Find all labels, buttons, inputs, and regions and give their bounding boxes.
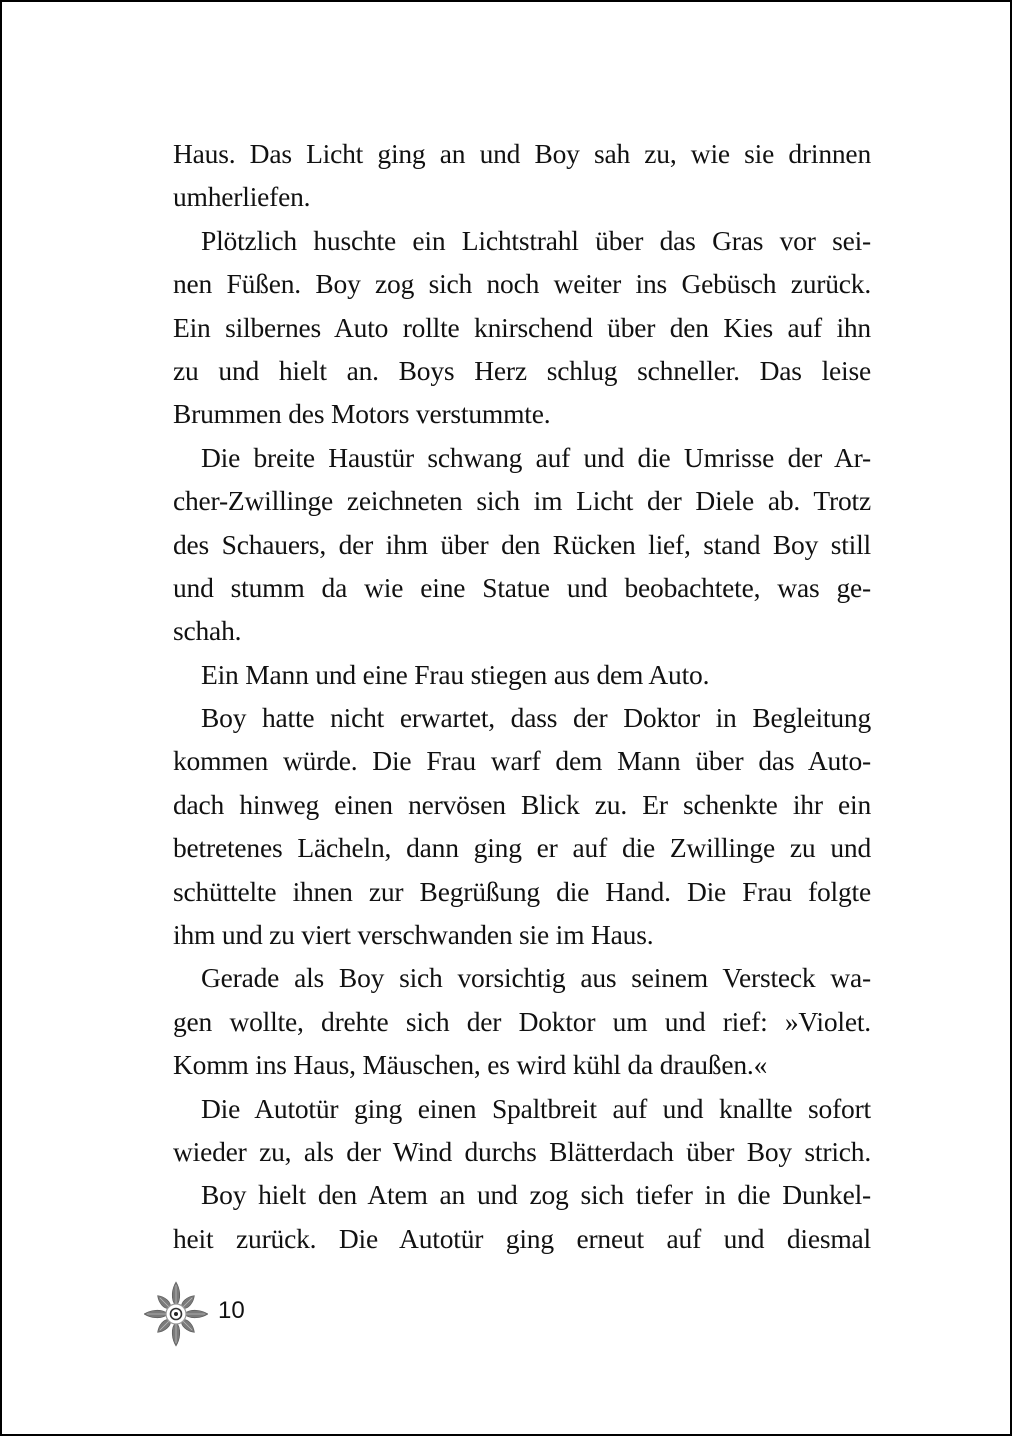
- flower-icon: [144, 1278, 208, 1350]
- text-line: schah.: [173, 615, 242, 647]
- text-line: Gerade als Boy sich vorsichtig aus seinem Versteck wa-: [201, 962, 871, 994]
- text-line: wieder zu, als der Wind durchs Blätterdach über Boy strich.: [173, 1135, 871, 1167]
- text-line: Die Autotür ging einen Spaltbreit auf und knallte sofort: [201, 1092, 871, 1124]
- text-line: schüttelte ihnen zur Begrüßung die Hand. Die Frau folgte: [173, 875, 871, 907]
- text-line: heit zurück. Die Autotür ging erneut auf und diesmal: [173, 1222, 871, 1254]
- text-line: gen wollte, drehte sich der Doktor um und rief: »Violet.: [173, 1005, 871, 1037]
- text-line: dach hinweg einen nervösen Blick zu. Er schenkte ihr ein: [173, 788, 871, 820]
- body-text: [173, 132, 871, 1260]
- text-line: cher-Zwillinge zeichneten sich im Licht der Diele ab. Trotz: [173, 485, 871, 517]
- text-line: nen Füßen. Boy zog sich noch weiter ins Gebüsch zurück.: [173, 268, 871, 300]
- page-number: 10: [218, 1297, 245, 1324]
- text-line: Komm ins Haus, Mäuschen, es wird kühl da draußen.«: [173, 1049, 768, 1081]
- text-line: Boy hatte nicht erwartet, dass der Doktor in Begleitung: [201, 702, 871, 734]
- text-line: ihm und zu viert verschwanden sie im Haus.: [173, 919, 654, 951]
- text-line: Plötzlich huschte ein Lichtstrahl über das Gras vor sei-: [201, 224, 871, 256]
- text-line: Brummen des Motors verstummte.: [173, 398, 551, 430]
- text-line: Ein Mann und eine Frau stiegen aus dem Auto.: [201, 658, 710, 690]
- text-line: Ein silbernes Auto rollte knirschend über den Kies auf ihn: [173, 311, 871, 343]
- text-line: Haus. Das Licht ging an und Boy sah zu, wie sie drinnen: [173, 138, 871, 169]
- text-line: zu und hielt an. Boys Herz schlug schneller. Das leise: [173, 354, 871, 386]
- text-line: umherliefen.: [173, 181, 311, 213]
- page-footer: [144, 1278, 245, 1350]
- text-line: kommen würde. Die Frau warf dem Mann über das Auto-: [173, 745, 871, 777]
- text-line: Boy hielt den Atem an und zog sich tiefer in die Dunkel-: [201, 1179, 871, 1211]
- text-line: betretenes Lächeln, dann ging er auf die Zwillinge zu und: [173, 832, 871, 864]
- text-line: und stumm da wie eine Statue und beobachtete, was ge-: [173, 571, 871, 603]
- text-line: des Schauers, der ihm über den Rücken lief, stand Boy still: [173, 528, 871, 560]
- text-line: Die breite Haustür schwang auf und die Umrisse der Ar-: [201, 441, 871, 473]
